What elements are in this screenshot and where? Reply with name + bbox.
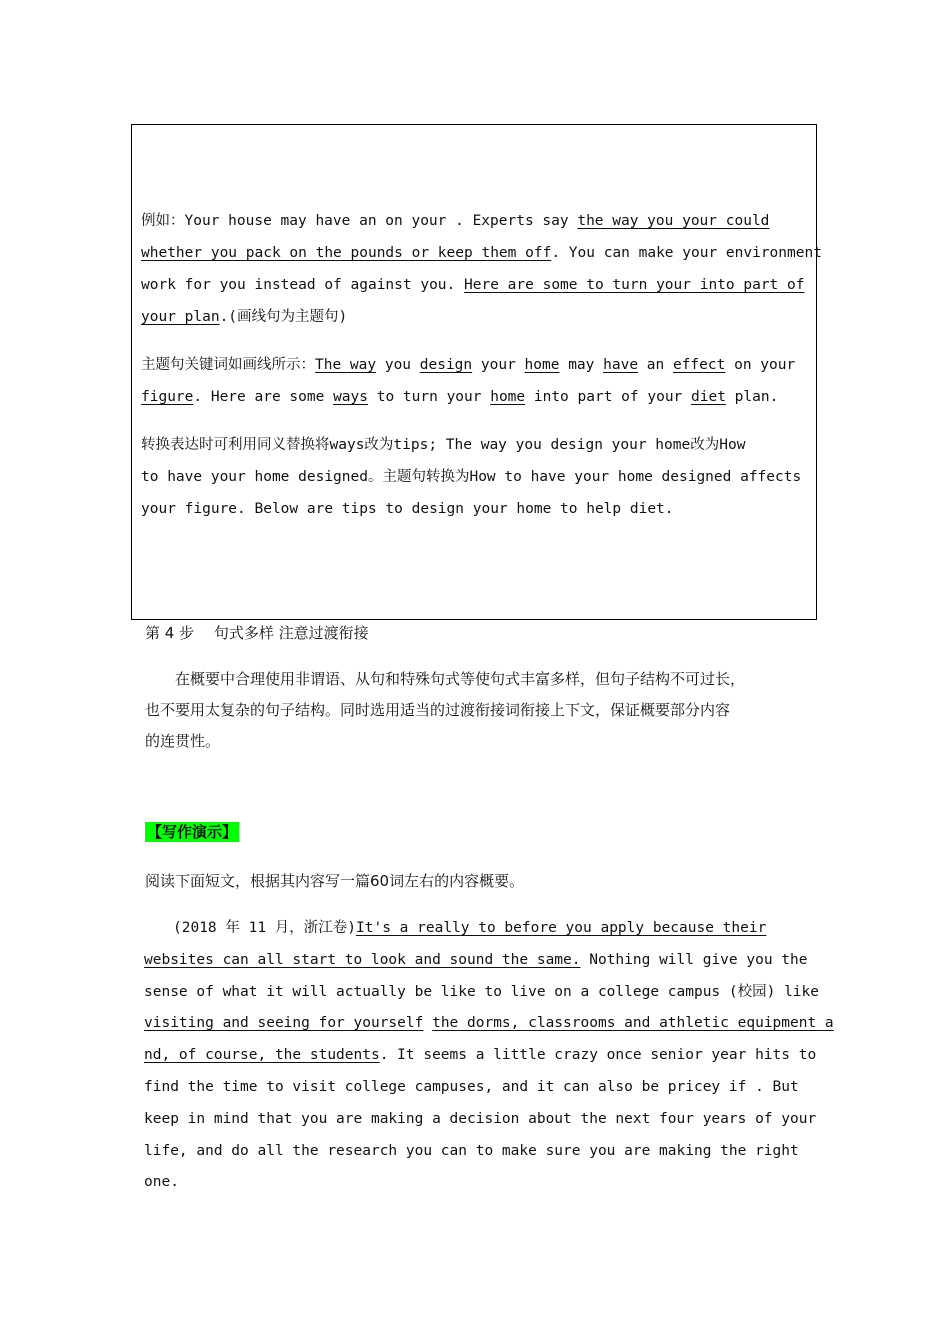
text-run: .(画线句为主题句)	[219, 309, 348, 325]
step-4-paragraph	[145, 664, 817, 757]
underlined-text: ways	[333, 389, 368, 405]
passage-line	[144, 1072, 809, 1104]
text-run: (2018 年 11 月，浙江卷)	[144, 920, 357, 936]
text-run: may	[559, 357, 604, 373]
passage-line	[144, 1167, 809, 1199]
paragraph-line: 也不要用太复杂的句子结构。同时选用适当的过渡衔接词衔接上下文，保证概要部分内容	[145, 701, 731, 719]
underlined-text: effect	[672, 357, 726, 373]
underlined-text: It's a really to before you apply because their	[356, 920, 767, 936]
underlined-text: whether you pack on the pounds or keep them off	[141, 245, 552, 261]
passage-line	[144, 1136, 809, 1168]
reading-passage	[144, 913, 834, 1199]
underlined-text: the way you your could	[577, 213, 770, 229]
keyword-line	[141, 381, 805, 413]
underlined-text: the dorms, classrooms and athletic equipment a	[432, 1015, 834, 1032]
example-line	[141, 237, 822, 269]
text-run: you	[376, 357, 420, 373]
example-box-content	[141, 205, 822, 525]
underlined-text: The way	[315, 357, 377, 373]
writing-instruction: 阅读下面短文，根据其内容写一篇60词左右的内容概要。	[145, 872, 525, 890]
underlined-text: nd, of course, the students	[144, 1047, 380, 1064]
writing-demo-tag: 【写作演示】	[147, 823, 238, 841]
example-line	[141, 301, 805, 333]
text-run: 转换表达时可利用同义替换将ways改为tips; The way you design your home改为How	[141, 437, 746, 453]
spacer	[141, 413, 805, 429]
keyword-line	[141, 349, 805, 381]
step-4-heading: 第 4 步 句式多样 注意过渡衔接	[145, 624, 369, 642]
text-run	[423, 1015, 432, 1031]
example-box	[131, 124, 822, 620]
paragraph-line: 的连贯性。	[145, 732, 221, 750]
text-run: . Here are some	[193, 389, 334, 405]
paragraph-line: 在概要中合理使用非谓语、从句和特殊句式等使句式丰富多样，但句子结构不可过长，	[145, 670, 746, 688]
text-run: sense of what it will actually be like to live on a college campus (校园) like	[144, 983, 820, 1000]
text-run: . It seems a little crazy once senior year hits to	[379, 1047, 817, 1064]
text-run: to turn your	[368, 389, 491, 405]
underlined-text: figure	[141, 389, 194, 405]
text-run: . You can make your environment	[551, 245, 822, 261]
passage-line	[144, 1040, 817, 1072]
text-run: 主题句关键词如画线所示：	[141, 357, 315, 373]
text-run: work for you instead of against you.	[141, 277, 465, 293]
underlined-text: websites can all start to look and sound the same.	[144, 951, 581, 968]
underlined-text: your plan	[141, 309, 220, 325]
text-run: life, and do all the research you can to make sure you are making the right	[144, 1142, 799, 1159]
text-run: your figure. Below are tips to design your home to help diet.	[141, 501, 674, 517]
transform-line	[141, 493, 805, 525]
text-run: one.	[144, 1174, 179, 1191]
text-run: Nothing will give you the	[580, 951, 808, 968]
text-run: 例如：	[141, 213, 185, 229]
underlined-text: home	[524, 357, 560, 373]
spacer	[141, 333, 805, 349]
underlined-text: design	[419, 357, 473, 373]
passage-line	[144, 945, 809, 977]
text-run: an	[638, 357, 673, 373]
underlined-text: home	[490, 389, 526, 405]
text-run: into part of your	[525, 389, 692, 405]
passage-line	[144, 913, 809, 945]
example-line	[141, 269, 805, 301]
underlined-text: Here are some to turn your into part of	[464, 277, 805, 293]
text-run: plan.	[725, 389, 779, 405]
passage-line	[144, 977, 820, 1009]
underlined-text: have	[603, 357, 639, 373]
underlined-text: diet	[691, 389, 726, 405]
text-run: find the time to visit college campuses, and it can also be pricey if . But	[144, 1078, 799, 1095]
text-run: to have your home designed。主题句转换为How to have your home designed affects	[141, 469, 802, 485]
text-run: keep in mind that you are making a decision about the next four years of your	[144, 1110, 817, 1127]
text-run: Your house may have an on your . Experts say	[184, 213, 578, 229]
transform-line	[141, 429, 805, 461]
passage-line	[144, 1008, 834, 1040]
passage-line	[144, 1104, 817, 1136]
text-run: on your	[725, 357, 796, 373]
underlined-text: visiting and seeing for yourself	[144, 1015, 424, 1032]
example-line	[141, 205, 805, 237]
text-run: your	[472, 357, 525, 373]
transform-line	[141, 461, 805, 493]
